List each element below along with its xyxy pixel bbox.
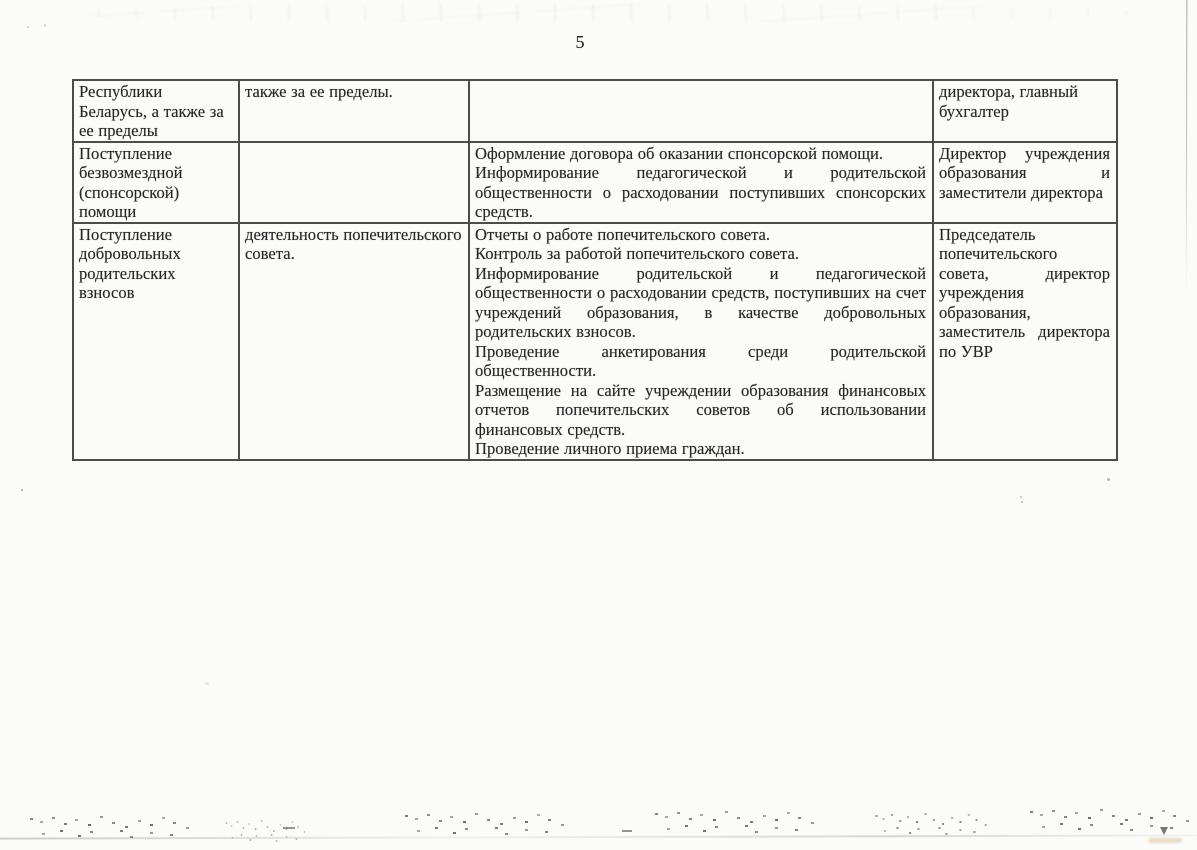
scan-corner-mark [1160,827,1168,835]
scan-speck [205,682,209,685]
table-cell: Поступление безвозмездной (спонсорской) помощи [73,142,239,223]
cell-paragraph: Проведение личного приема граждан. [475,439,745,458]
cell-paragraph: Информирование педагогической и родительской общественности о расходовании поступивших спонсорских средств. [475,163,926,221]
cell-paragraph: Проведение анкетирования среди родительской общественности. [475,341,926,380]
cell-paragraph: Информирование родительской и педагогической общественности о расходовании средств, поступивших на счет учреждений образования, в качестве добровольных родительских взносов. [475,263,926,341]
scan-speckle-cluster [875,815,877,817]
table-cell [469,223,933,460]
scan-speck [1107,478,1110,481]
table-row [73,80,1117,142]
cell-paragraph: Контроль за работой попечительского совета. [475,244,800,263]
table-cell [469,80,933,142]
scan-streak-bottom [0,834,1197,839]
scan-speckle-cluster [30,818,33,820]
scan-paper-edge-line [1186,0,1188,295]
scan-dash [283,827,295,829]
scan-speck [1021,501,1023,503]
table-cell: деятельность попечительского совета. [239,223,469,460]
scan-speckle-cluster [226,822,228,824]
table-cell: Поступление добровольных родительских взносов [73,223,239,460]
scan-smudge-top [60,4,1140,22]
content-table [72,79,1118,461]
cell-paragraph: Оформление договора об оказании спонсорской помощи. [475,143,884,163]
table-cell: также за ее пределы. [239,80,469,142]
scan-speckle-cluster [405,815,408,817]
scan-dash [622,830,632,832]
scan-speck [44,24,46,27]
cell-paragraph: Размещение на сайте учреждении образования финансовых отчетов попечительских советов об использовании финансовых средств. [475,380,926,439]
table-cell: Председатель попечительского совета, директор учреждения образования, заместитель директора по УВР [933,223,1117,460]
page-number: 5 [575,32,585,52]
scan-speck [27,26,29,28]
table-cell [239,142,469,223]
scan-speckle-cluster [655,813,658,815]
table-cell [469,142,933,223]
table-row [73,142,1117,223]
table-row [73,223,1117,460]
scan-speck [21,489,23,491]
scan-speckle-cluster [1030,811,1033,813]
table-cell: Республики Беларусь, а также за ее пределы [73,80,239,142]
table-cell: Директор учреждения образования и заместители директора [933,142,1117,223]
cell-paragraph: Отчеты о работе попечительского совета. [475,224,771,244]
scan-tan-smudge [1148,838,1182,843]
table-cell: директора, главный бухгалтер [933,80,1117,142]
scan-speck [1020,496,1022,498]
